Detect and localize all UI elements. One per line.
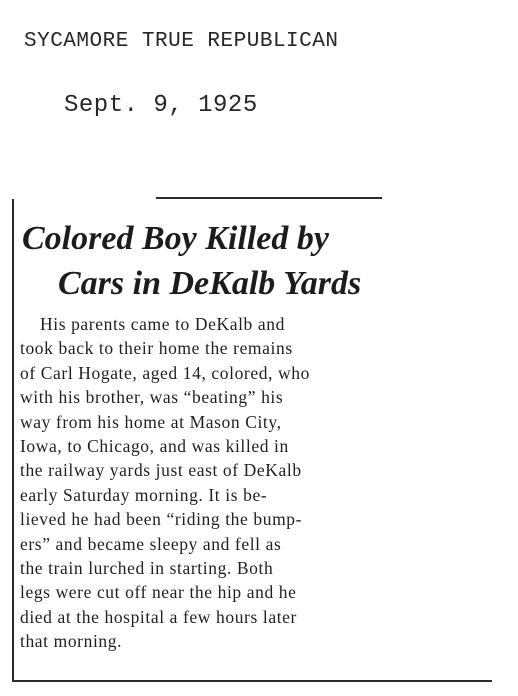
bottom-divider xyxy=(12,680,492,682)
publication-date: Sept. 9, 1925 xyxy=(64,92,258,119)
headline-line-1: Colored Boy Killed by xyxy=(22,220,329,257)
body-line: ers” and became sleepy and fell as xyxy=(20,533,282,554)
body-line: that morning. xyxy=(20,631,123,652)
body-line: the railway yards just east of DeKalb xyxy=(20,460,302,481)
body-line: lieved he had been “riding the bump- xyxy=(20,509,303,530)
body-line: with his brother, was “beating” his xyxy=(20,387,284,408)
top-divider xyxy=(156,197,382,199)
article-headline xyxy=(0,216,480,306)
body-line: His parents came to DeKalb and xyxy=(40,314,285,334)
article-body xyxy=(20,312,476,654)
body-line: early Saturday morning. It is be- xyxy=(20,484,268,505)
body-line: took back to their home the remains xyxy=(20,338,293,359)
body-line: of Carl Hogate, aged 14, colored, who xyxy=(20,362,310,383)
headline-line-2: Cars in DeKalb Yards xyxy=(58,265,362,302)
publication-name: SYCAMORE TRUE REPUBLICAN xyxy=(24,30,339,53)
body-line: legs were cut off near the hip and he xyxy=(20,582,297,603)
body-line: the train lurched in starting. Both xyxy=(20,558,274,579)
body-line: Iowa, to Chicago, and was killed in xyxy=(20,436,289,457)
body-line: died at the hospital a few hours later xyxy=(20,606,297,627)
body-line: way from his home at Mason City, xyxy=(20,411,282,432)
